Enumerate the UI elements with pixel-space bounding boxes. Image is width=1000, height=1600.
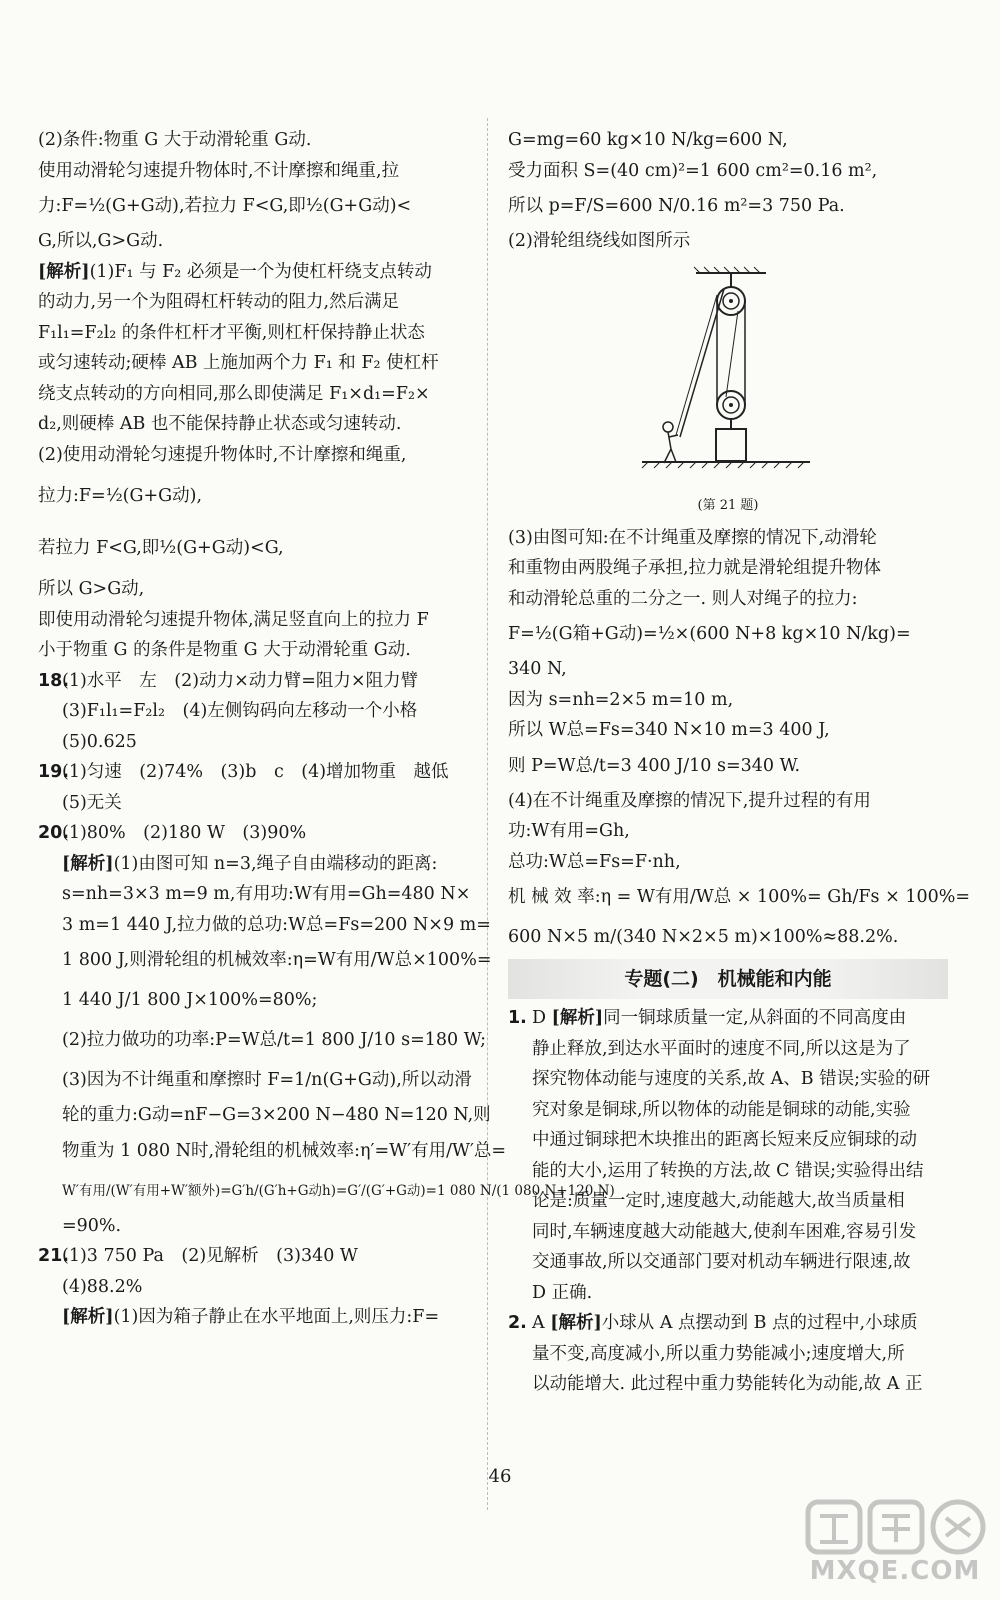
text-line: 所以 W总=Fs=340 N×10 m=3 400 J,	[508, 720, 830, 740]
text-line: 绕支点转动的方向相同,那么即使满足 F₁×d₁=F₂×	[38, 383, 430, 404]
pulley-figure	[508, 257, 948, 493]
question-number: 21.	[38, 1246, 70, 1266]
text-line: 探究物体动能与速度的关系,故 A、B 错误;实验的研	[532, 1069, 931, 1089]
analysis-tag: [解析]	[551, 1008, 604, 1028]
analysis-tag: [解析]	[38, 261, 90, 282]
text-line: 以动能增大. 此过程中重力势能转化为动能,故 A 正	[532, 1374, 923, 1394]
text-line: 拉力:F=½(G+G动),	[38, 486, 203, 506]
question-2-line-1	[508, 1308, 948, 1339]
text-line: (2)拉力做功的功率:P=W总/t=1 800 J/10 s=180 W;	[62, 1030, 487, 1050]
text-line: G=mg=60 kg×10 N/kg=600 N,	[508, 130, 788, 150]
text-line: 和动滑轮总重的二分之一. 则人对绳子的拉力:	[508, 588, 858, 609]
text-line: 600 N×5 m/(340 N×2×5 m)×100%≈88.2%.	[508, 927, 899, 947]
text-line: (4)88.2%	[62, 1276, 143, 1297]
question-number: 18.	[38, 670, 70, 691]
watermark-logo-icon	[800, 1496, 990, 1558]
column-divider	[487, 118, 488, 1510]
text-line: 即使用动滑轮匀速提升物体,满足竖直向上的拉力 F	[38, 609, 429, 630]
text-line: W′有用/(W′有用+W′额外)=G′h/(G′h+G动h)=G′/(G′+G动)=1 080 N/(1 080 N+120 N)	[62, 1182, 615, 1199]
question-number: 2.	[508, 1313, 527, 1333]
answer-text: (1)3 750 Pa (2)见解析 (3)340 W	[62, 1246, 358, 1266]
text-line: (5)0.625	[62, 731, 137, 752]
answer-letter: A	[532, 1313, 545, 1333]
text-line: (2)条件:物重 G 大于动滑轮重 G动.	[38, 130, 312, 150]
text-line: 力:F=½(G+G动),若拉力 F<G,即½(G+G动)<	[38, 196, 412, 216]
text-line: 使用动滑轮匀速提升物体时,不计摩擦和绳重,拉	[38, 160, 400, 181]
text-line: (2)使用动滑轮匀速提升物体时,不计摩擦和绳重,	[38, 444, 407, 465]
answer-letter: D	[532, 1008, 547, 1028]
text-line: 量不变,高度减小,所以重力势能减小;速度增大,所	[532, 1343, 905, 1364]
text-line: 轮的重力:G动=nF−G=3×200 N−480 N=120 N,则	[62, 1105, 491, 1125]
question-18-line-1	[38, 666, 470, 697]
text-line: (3)因为不计绳重和摩擦时 F=1/n(G+G动),所以动滑	[62, 1070, 472, 1090]
text-line: G,所以,G>G动.	[38, 231, 164, 251]
text-line: s=nh=3×3 m=9 m,有用功:W有用=Gh=480 N×	[62, 884, 471, 904]
text-span: 同一铜球质量一定,从斜面的不同高度由	[603, 1008, 907, 1028]
text-line: (5)无关	[62, 792, 122, 813]
figure-caption: (第 21 题)	[697, 497, 759, 513]
text-line: 1 800 J,则滑轮组的机械效率:η=W有用/W总×100%=	[62, 950, 492, 970]
text-line: 所以 G>G动,	[38, 579, 145, 599]
text-line: 若拉力 F<G,即½(G+G动)<G,	[38, 538, 284, 558]
text-line: 能的大小,运用了转换的方法,故 C 错误;实验得出结	[532, 1160, 924, 1181]
text-line: 所以 p=F/S=600 N/0.16 m²=3 750 Pa.	[508, 196, 845, 216]
question-19-line-1	[38, 757, 470, 788]
text-span: (1)F₁ 与 F₂ 必须是一个为使杠杆绕支点转动	[89, 261, 432, 282]
text-line: D 正确.	[532, 1282, 593, 1303]
analysis-tag: [解析]	[62, 853, 114, 874]
answer-text: (1)水平 左 (2)动力×动力臂=阻力×阻力臂	[62, 670, 419, 691]
text-line: 静止释放,到达水平面时的速度不同,所以这是为了	[532, 1038, 911, 1059]
watermark-text: MXQE.COM	[809, 1556, 981, 1586]
question-1-line-1	[508, 1003, 948, 1034]
text-line: 小于物重 G 的条件是物重 G 大于动滑轮重 G动.	[38, 640, 411, 660]
text-span: (1)由图可知 n=3,绳子自由端移动的距离:	[113, 853, 438, 874]
question-number: 19.	[38, 762, 70, 782]
question-number: 20.	[38, 823, 70, 843]
text-line: (2)滑轮组绕线如图所示	[508, 231, 691, 251]
text-line: (3)由图可知:在不计绳重及摩擦的情况下,动滑轮	[508, 527, 877, 548]
analysis-line	[38, 849, 470, 880]
text-line: 物重为 1 080 N时,滑轮组的机械效率:η′=W′有用/W′总=	[62, 1140, 507, 1161]
pulley-diagram	[638, 259, 818, 491]
text-line: 同时,车辆速度越大动能越大,使刹车困难,容易引发	[532, 1221, 917, 1242]
question-21-line-1	[38, 1241, 470, 1272]
text-line: 则 P=W总/t=3 400 J/10 s=340 W.	[508, 755, 801, 776]
text-line: 究对象是铜球,所以物体的动能是铜球的动能,实验	[532, 1099, 911, 1120]
text-line: 3 m=1 440 J,拉力做的总功:W总=Fs=200 N×9 m=	[62, 914, 491, 935]
text-line: 和重物由两股绳子承担,拉力就是滑轮组提升物体	[508, 558, 882, 578]
text-line: F=½(G箱+G动)=½×(600 N+8 kg×10 N/kg)=	[508, 624, 911, 644]
text-line: d₂,则硬棒 AB 也不能保持静止状态或匀速转动.	[38, 414, 402, 434]
text-line: =90%.	[62, 1215, 122, 1236]
text-line: 总功:W总=Fs=F·nh,	[508, 851, 681, 872]
question-number: 1.	[508, 1008, 527, 1028]
text-line: 论是:质量一定时,速度越大,动能越大,故当质量相	[532, 1191, 905, 1211]
watermark	[800, 1496, 990, 1596]
answer-text: (1)80% (2)180 W (3)90%	[62, 823, 307, 843]
text-line: 受力面积 S=(40 cm)²=1 600 cm²=0.16 m²,	[508, 160, 878, 181]
answer-text: (1)匀速 (2)74% (3)b c (4)增加物重 越低	[62, 762, 449, 782]
text-line: 机 械 效 率:η = W有用/W总 × 100%= Gh/Fs × 100%=	[508, 887, 971, 907]
text-line: 的动力,另一个为阻碍杠杆转动的阻力,然后满足	[38, 292, 400, 312]
text-line: 因为 s=nh=2×5 m=10 m,	[508, 689, 734, 710]
analysis-line	[38, 1302, 470, 1333]
page-number: 46	[488, 1466, 512, 1487]
text-span: 小球从 A 点摆动到 B 点的过程中,小球质	[601, 1313, 918, 1333]
analysis-line	[38, 257, 470, 288]
text-line: 交通事故,所以交通部门要对机动车辆进行限速,故	[532, 1252, 911, 1272]
text-line: (3)F₁l₁=F₂l₂ (4)左侧钩码向左移动一个小格	[62, 701, 418, 721]
text-line: 340 N,	[508, 659, 567, 679]
analysis-tag: [解析]	[550, 1313, 602, 1333]
text-line: 或匀速转动;硬棒 AB 上施加两个力 F₁ 和 F₂ 使杠杆	[38, 353, 439, 373]
text-line: 1 440 J/1 800 J×100%=80%;	[62, 990, 318, 1010]
question-20-line-1	[38, 818, 470, 849]
text-line: F₁l₁=F₂l₂ 的条件杠杆才平衡,则杠杆保持静止状态	[38, 322, 425, 343]
text-span: (1)因为箱子静止在水平地面上,则压力:F=	[113, 1307, 440, 1327]
text-line: (4)在不计绳重及摩擦的情况下,提升过程的有用	[508, 790, 871, 811]
analysis-tag: [解析]	[62, 1307, 114, 1327]
right-column	[508, 125, 971, 1400]
topic-banner: 专题(二) 机械能和内能	[508, 959, 948, 999]
text-line: 中通过铜球把木块推出的距离长短来反应铜球的动	[532, 1130, 917, 1150]
text-line: 功:W有用=Gh,	[508, 821, 630, 841]
